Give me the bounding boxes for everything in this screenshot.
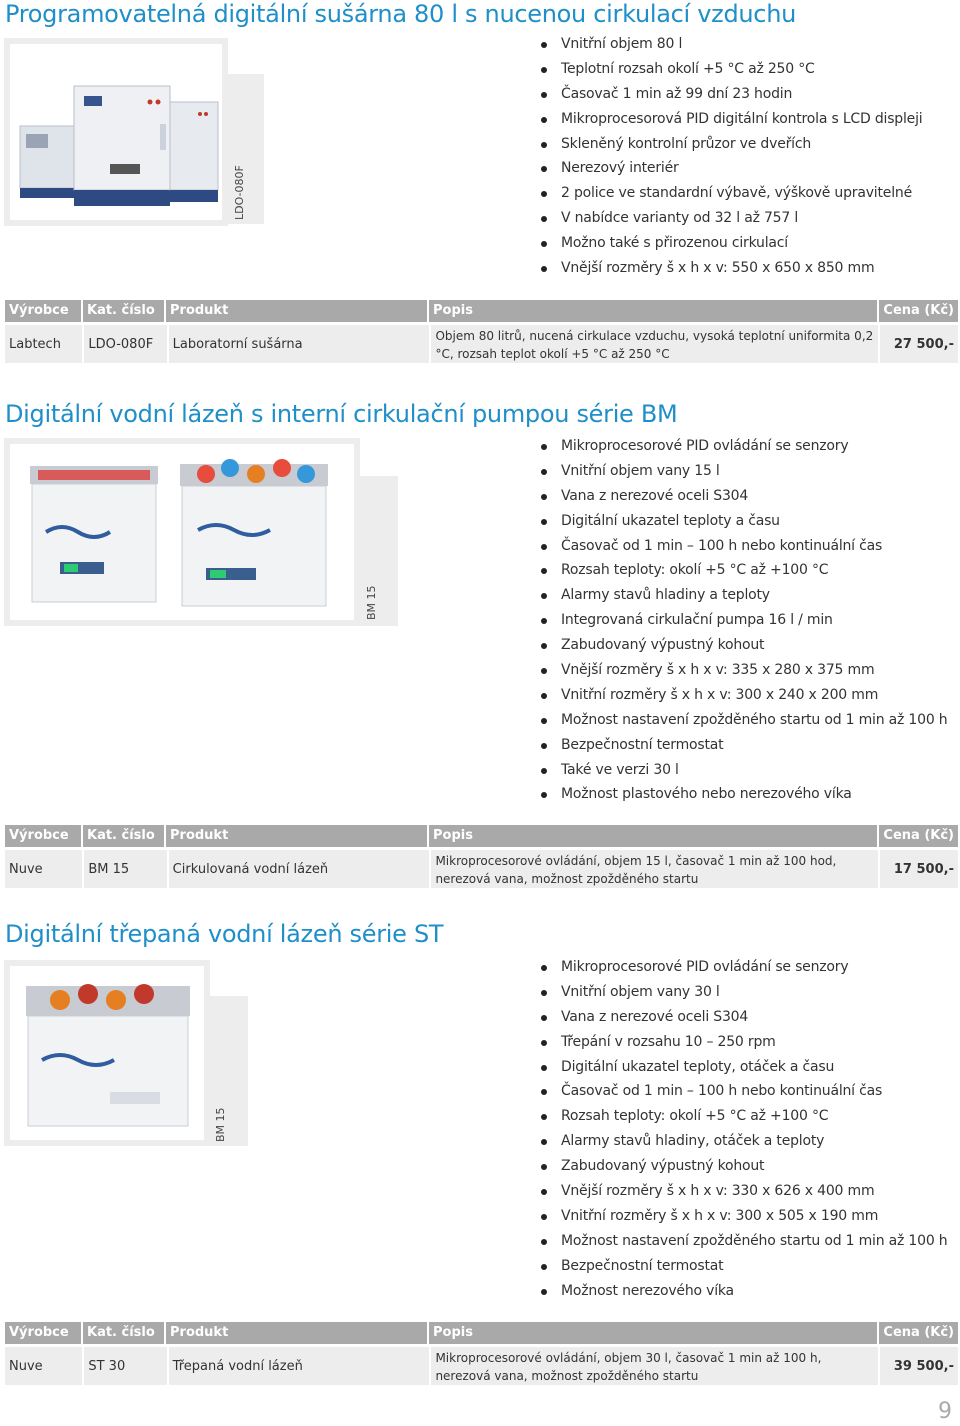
feature-item: Vnější rozměry š x h x v: 335 x 280 x 375 mm <box>541 658 947 683</box>
header-product: Produkt <box>166 1322 429 1344</box>
feature-item: Mikroprocesorové PID ovládání se senzory <box>541 955 947 980</box>
header-description: Popis <box>429 300 879 322</box>
header-catalog-number: Kat. číslo <box>83 825 166 847</box>
section-title-oven: Programovatelná digitální sušárna 80 l s nucenou cirkulací vzduchu <box>5 0 797 28</box>
feature-item: Možnost plastového nebo nerezového víka <box>541 782 947 807</box>
water-bath-illustration <box>10 444 354 620</box>
cell-description: Objem 80 litrů, nucená cirkulace vzduchu, vysoká teplotní uniformita 0,2 °C, rozsah teplot okolí +5 °C až 250 °C <box>431 325 877 363</box>
feature-item: Digitální ukazatel teploty a času <box>541 509 947 534</box>
drying-oven-illustration <box>10 44 222 220</box>
feature-list-oven <box>541 32 922 281</box>
feature-item: Alarmy stavů hladiny a teploty <box>541 583 947 608</box>
feature-item: Vnitřní objem vany 30 l <box>541 980 947 1005</box>
feature-item: Možnost nastavení zpožděného startu od 1 min až 100 h <box>541 1229 947 1254</box>
header-price: Cena (Kč) <box>883 1325 954 1340</box>
feature-item: Vnitřní rozměry š x h x v: 300 x 240 x 200 mm <box>541 683 947 708</box>
header-price: Cena (Kč) <box>883 303 954 318</box>
cell-price: 17 500,- <box>880 850 958 888</box>
table-header <box>5 300 958 322</box>
cell-price: 27 500,- <box>880 325 958 363</box>
product-table-water-bath <box>5 825 958 888</box>
header-catalog-number: Kat. číslo <box>83 300 166 322</box>
header-manufacturer: Výrobce <box>5 1322 83 1344</box>
cell-price: 39 500,- <box>880 1347 958 1385</box>
feature-item: Vana z nerezové oceli S304 <box>541 484 947 509</box>
feature-item: Teplotní rozsah okolí +5 °C až 250 °C <box>541 57 922 82</box>
feature-item: Zabudovaný výpustný kohout <box>541 1154 947 1179</box>
cell-description: Mikroprocesorové ovládání, objem 30 l, časovač 1 min až 100 h, nerezová vana, možnost zpožděného startu <box>431 1347 877 1385</box>
feature-item: Vnitřní objem vany 15 l <box>541 459 947 484</box>
cell-catalog-number: ST 30 <box>84 1347 166 1385</box>
table-row <box>5 325 958 363</box>
header-manufacturer: Výrobce <box>5 300 83 322</box>
feature-item: Vnější rozměry š x h x v: 550 x 650 x 850 mm <box>541 256 922 281</box>
product-table-shaking-bath <box>5 1322 958 1385</box>
header-manufacturer: Výrobce <box>5 825 83 847</box>
feature-item: Možno také s přirozenou cirkulací <box>541 231 922 256</box>
feature-item: Alarmy stavů hladiny, otáček a teploty <box>541 1129 947 1154</box>
feature-list-shaking-bath <box>541 955 947 1303</box>
product-image-water-bath <box>4 438 360 626</box>
feature-item: Digitální ukazatel teploty, otáček a času <box>541 1055 947 1080</box>
feature-item: V nabídce varianty od 32 l až 757 l <box>541 206 922 231</box>
feature-item: Vnější rozměry š x h x v: 330 x 626 x 400 mm <box>541 1179 947 1204</box>
page-number: 9 <box>938 1399 952 1424</box>
feature-item: Integrovaná cirkulační pumpa 16 l / min <box>541 608 947 633</box>
table-row <box>5 1347 958 1385</box>
feature-item: Vnitřní rozměry š x h x v: 300 x 505 x 190 mm <box>541 1204 947 1229</box>
image-label-oven: LDO-080F <box>233 165 246 220</box>
feature-item: Také ve verzi 30 l <box>541 758 947 783</box>
feature-item: Časovač 1 min až 99 dní 23 hodin <box>541 82 922 107</box>
table-header <box>5 825 958 847</box>
header-price: Cena (Kč) <box>883 828 954 843</box>
cell-product: Cirkulovaná vodní lázeň <box>169 850 430 888</box>
feature-item: Možnost nastavení zpožděného startu od 1 min až 100 h <box>541 708 947 733</box>
shaking-bath-illustration <box>10 966 204 1140</box>
cell-catalog-number: BM 15 <box>84 850 166 888</box>
feature-item: Rozsah teploty: okolí +5 °C až +100 °C <box>541 558 947 583</box>
header-description: Popis <box>429 825 879 847</box>
feature-item: Nerezový interiér <box>541 156 922 181</box>
feature-item: Vana z nerezové oceli S304 <box>541 1005 947 1030</box>
image-side-strip <box>206 996 248 1146</box>
cell-product: Třepaná vodní lázeň <box>169 1347 430 1385</box>
product-table-oven <box>5 300 958 363</box>
feature-item: 2 police ve standardní výbavě, výškově upravitelné <box>541 181 922 206</box>
header-product: Produkt <box>166 825 429 847</box>
product-image-shaking-bath <box>4 960 210 1146</box>
product-image-oven <box>4 38 228 226</box>
header-description: Popis <box>429 1322 879 1344</box>
table-row <box>5 850 958 888</box>
feature-item: Mikroprocesorová PID digitální kontrola s LCD displeji <box>541 107 922 132</box>
cell-catalog-number: LDO-080F <box>84 325 166 363</box>
feature-item: Skleněný kontrolní průzor ve dveřích <box>541 132 922 157</box>
feature-item: Třepání v rozsahu 10 – 250 rpm <box>541 1030 947 1055</box>
feature-item: Možnost nerezového víka <box>541 1279 947 1304</box>
header-product: Produkt <box>166 300 429 322</box>
section-title-shaking-bath: Digitální třepaná vodní lázeň série ST <box>5 920 444 948</box>
table-header <box>5 1322 958 1344</box>
feature-item: Bezpečnostní termostat <box>541 1254 947 1279</box>
feature-item: Časovač od 1 min – 100 h nebo kontinuální čas <box>541 534 947 559</box>
feature-list-water-bath <box>541 434 947 807</box>
cell-manufacturer: Labtech <box>5 325 82 363</box>
feature-item: Vnitřní objem 80 l <box>541 32 922 57</box>
image-label-water-bath: BM 15 <box>365 585 378 620</box>
cell-description: Mikroprocesorové ovládání, objem 15 l, časovač 1 min až 100 hod, nerezová vana, možnost zpožděného startu <box>431 850 877 888</box>
feature-item: Zabudovaný výpustný kohout <box>541 633 947 658</box>
header-catalog-number: Kat. číslo <box>83 1322 166 1344</box>
feature-item: Časovač od 1 min – 100 h nebo kontinuální čas <box>541 1079 947 1104</box>
feature-item: Mikroprocesorové PID ovládání se senzory <box>541 434 947 459</box>
section-title-water-bath: Digitální vodní lázeň s interní cirkulační pumpou série BM <box>5 400 678 428</box>
cell-product: Laboratorní sušárna <box>169 325 430 363</box>
feature-item: Bezpečnostní termostat <box>541 733 947 758</box>
feature-item: Rozsah teploty: okolí +5 °C až +100 °C <box>541 1104 947 1129</box>
cell-manufacturer: Nuve <box>5 850 82 888</box>
cell-manufacturer: Nuve <box>5 1347 82 1385</box>
image-label-shaking-bath: BM 15 <box>214 1107 227 1142</box>
